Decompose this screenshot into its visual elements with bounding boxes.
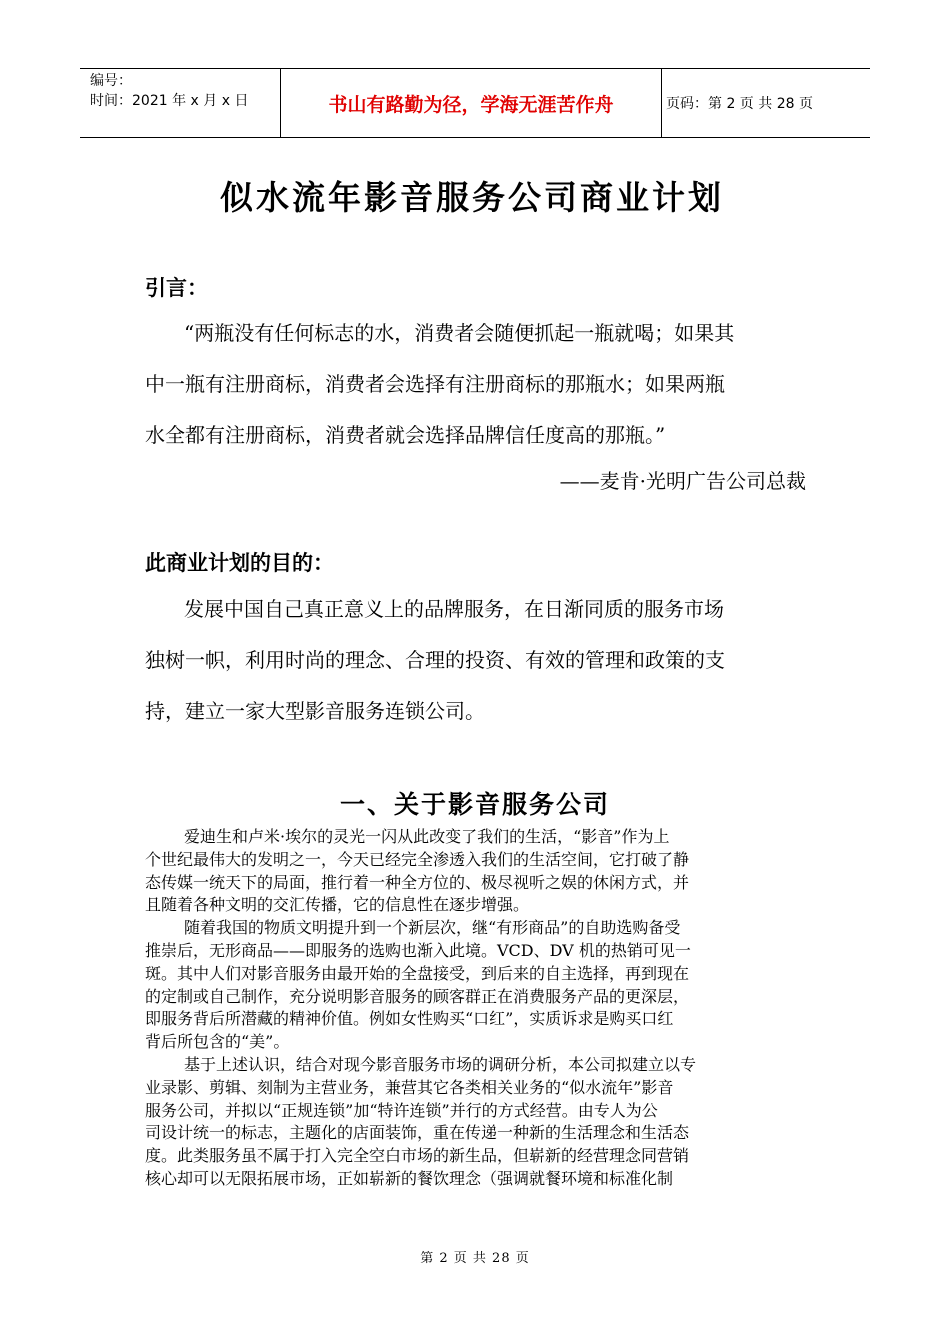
page-footer: 第 2 页 共 28 页 [420, 1251, 530, 1266]
body-line: 且随着各种文明的交汇传播，它的信息性在逐步增强。 [145, 895, 530, 915]
intro-line: 中一瓶有注册商标，消费者会选择有注册商标的那瓶水；如果两瓶 [145, 372, 725, 396]
intro-signature: ——麦肯·光明广告公司总裁 [559, 469, 806, 493]
document-title: 似水流年影音服务公司商业计划 [220, 178, 724, 217]
purpose-line: 发展中国自己真正意义上的品牌服务，在日渐同质的服务市场 [184, 597, 724, 621]
body-line: 的定制或自己制作，充分说明影音服务的顾客群正在消费服务产品的更深层， [145, 986, 690, 1006]
chapter-heading: 一、关于影音服务公司 [339, 790, 610, 819]
body-line: 个世纪最伟大的发明之一，今天已经完全渗透入我们的生活空间，它打破了静 [145, 849, 690, 869]
body-line: 背后所包含的“美”。 [145, 1032, 290, 1052]
body-line: 爱迪生和卢米·埃尔的灵光一闪从此改变了我们的生活，“影音”作为上 [184, 827, 670, 846]
purpose-paragraph [145, 584, 807, 737]
body-line: 核心却可以无限拓展市场，正如崭新的餐饮理念（强调就餐环境和标准化制 [145, 1168, 674, 1188]
intro-line: “两瓶没有任何标志的水，消费者会随便抓起一瓶就喝；如果其 [184, 321, 735, 345]
intro-heading: 引言： [145, 276, 208, 300]
body-line: 服务公司，并拟以“正规连锁”加“特许连锁”并行的方式经营。由专人为公 [145, 1100, 658, 1120]
chapter-body [145, 826, 807, 1191]
body-line: 度。此类服务虽不属于打入完全空白市场的新生品，但崭新的经营理念同营销 [145, 1146, 690, 1166]
page-header [80, 68, 870, 138]
header-motto: 书山有路勤为径，学海无涯苦作舟 [280, 69, 662, 137]
body-line: 斑。其中人们对影音服务由最开始的全盘接受，到后来的自主选择，再到现在 [145, 963, 690, 983]
intro-line: 水全都有注册商标，消费者就会选择品牌信任度高的那瓶。” [145, 423, 666, 447]
body-line: 推崇后，无形商品——即服务的选购也渐入此境。VCD、DV 机的热销可见一 [145, 940, 691, 960]
purpose-line: 独树一帜，利用时尚的理念、合理的投资、有效的管理和政策的支 [145, 648, 725, 672]
header-meta [88, 69, 280, 137]
body-line: 业录影、剪辑、刻制为主营业务，兼营其它各类相关业务的“似水流年”影音 [145, 1077, 674, 1097]
header-time: 时间：2021 年 x 月 x 日 [90, 93, 249, 109]
purpose-line: 持，建立一家大型影音服务连锁公司。 [145, 699, 485, 723]
body-line: 即服务背后所潜藏的精神价值。例如女性购买“口红”，实质诉求是购买口红 [145, 1009, 674, 1029]
body-line: 随着我国的物质文明提升到一个新层次，继“有形商品”的自助选购备受 [184, 918, 681, 938]
body-line: 基于上述认识，结合对现今影音服务市场的调研分析，本公司拟建立以专 [184, 1054, 697, 1074]
body-line: 态传媒一统天下的局面，推行着一种全方位的、极尽视听之娱的休闲方式，并 [145, 872, 690, 892]
header-page-info: 页码：第 2 页 共 28 页 [666, 96, 813, 112]
purpose-heading: 此商业计划的目的： [145, 551, 334, 575]
body-line: 司设计统一的标志，主题化的店面装饰，重在传递一种新的生活理念和生活态 [145, 1123, 690, 1143]
header-number: 编号： [90, 73, 132, 89]
intro-quote [145, 308, 807, 461]
